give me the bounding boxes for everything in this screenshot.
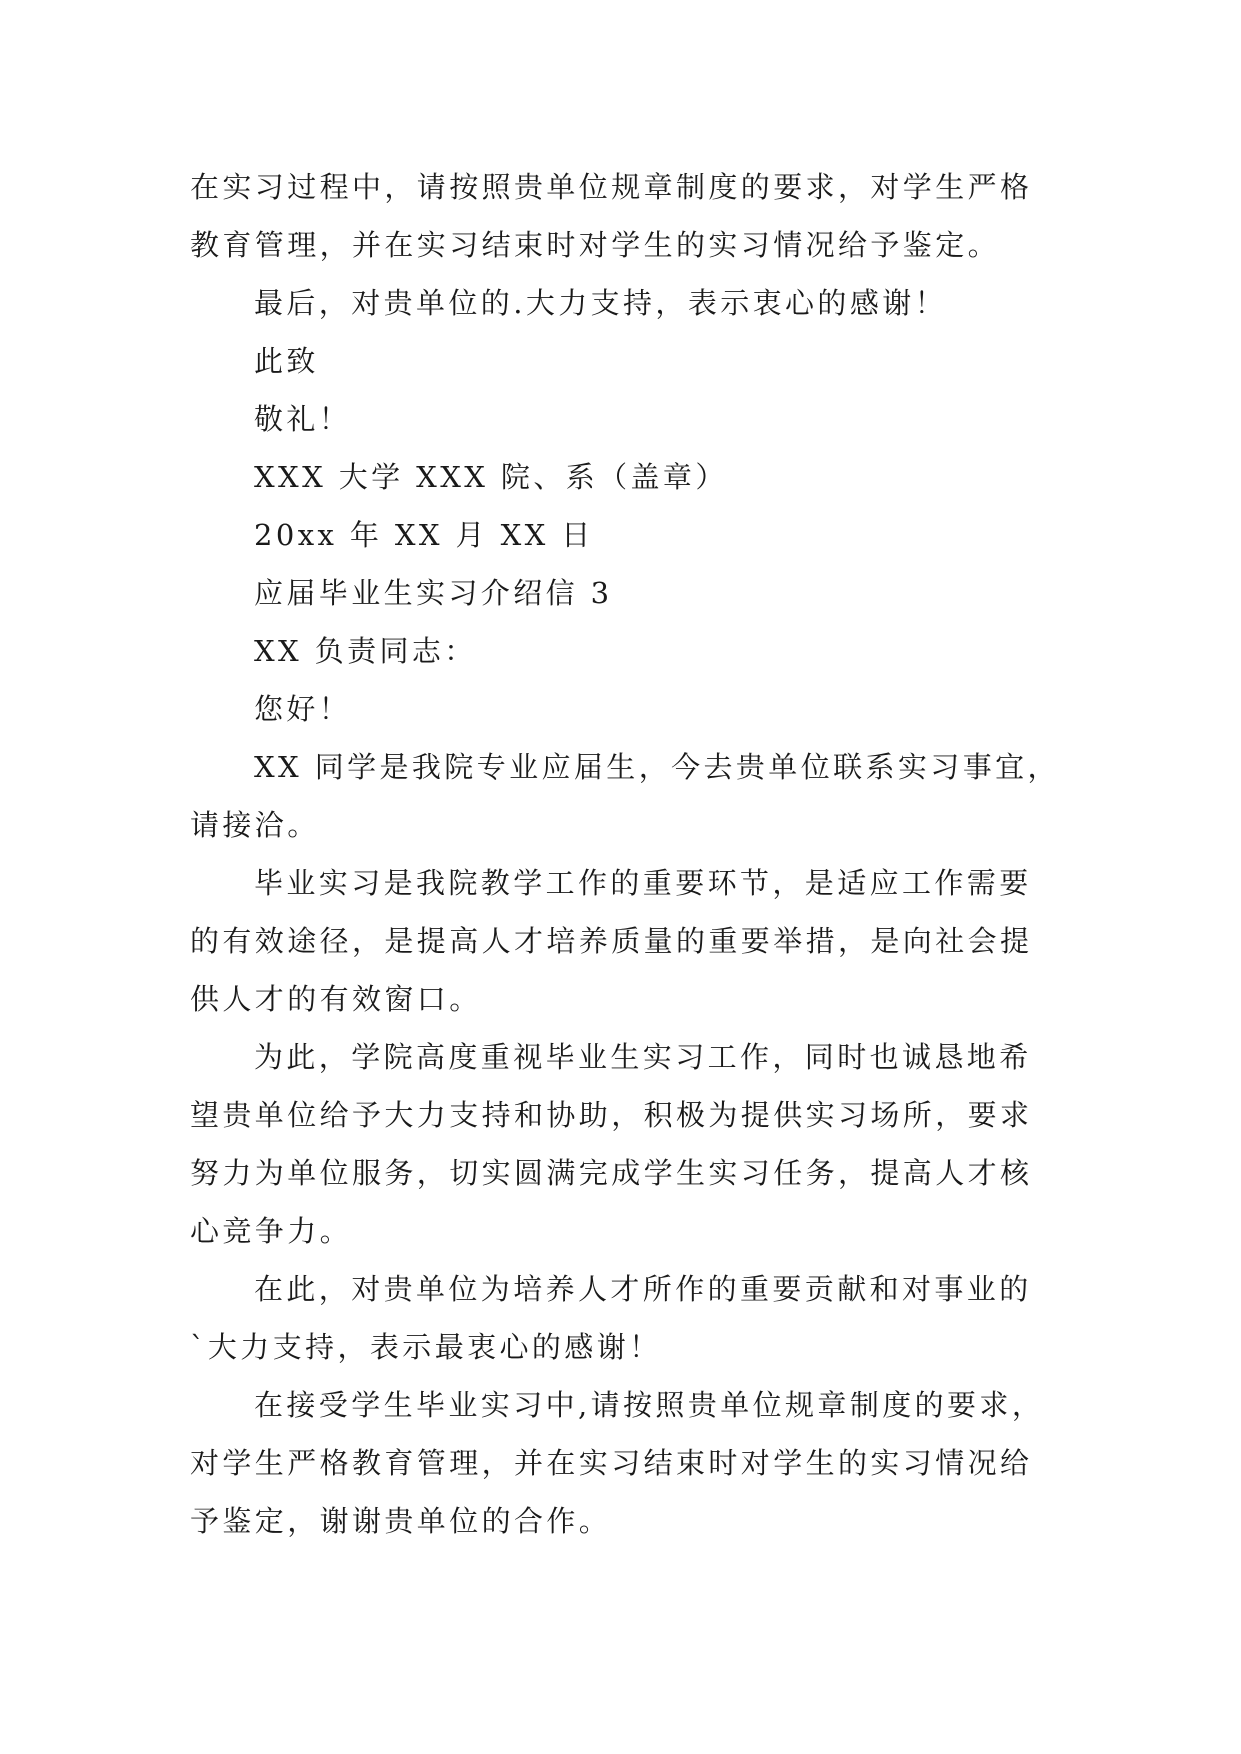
text-line: 予鉴定，谢谢贵单位的合作。	[190, 1504, 612, 1538]
text-line: 在实习过程中，请按照贵单位规章制度的要求，对学生严格	[190, 170, 1033, 204]
section-title: 应届毕业生实习介绍信 3	[254, 576, 613, 610]
text-line: 对学生严格教育管理，并在实习结束时对学生的实习情况给	[190, 1446, 1033, 1480]
text-line: 在此，对贵单位为培养人才所作的重要贡献和对事业的	[254, 1272, 1032, 1306]
text-line: 的有效途径，是提高人才培养质量的重要举措，是向社会提	[190, 924, 1033, 958]
text-line: 望贵单位给予大力支持和协助，积极为提供实习场所，要求	[190, 1098, 1033, 1132]
text-line: 努力为单位服务，切实圆满完成学生实习任务，提高人才核	[190, 1156, 1033, 1190]
date-line: 20xx 年 XX 月 XX 日	[254, 518, 594, 552]
text-line: 教育管理，并在实习结束时对学生的实习情况给予鉴定。	[190, 228, 1001, 262]
text-line: 毕业实习是我院教学工作的重要环节，是适应工作需要	[254, 866, 1032, 900]
text-line: 请接洽。	[190, 808, 320, 842]
greeting-line: 您好！	[254, 692, 352, 726]
text-line: XX 同学是我院专业应届生，今去贵单位联系实习事宜，	[254, 750, 1060, 784]
text-line: `大力支持，表示最衷心的感谢！	[190, 1330, 662, 1364]
signature-line: XXX 大学 XXX 院、系（盖章）	[254, 460, 728, 494]
salutation-regards: 敬礼！	[254, 402, 352, 436]
text-line: 供人才的有效窗口。	[190, 982, 482, 1016]
addressee-line: XX 负责同志：	[254, 634, 477, 668]
text-line: 最后，对贵单位的.大力支持，表示衷心的感谢！	[254, 286, 948, 320]
document-body	[190, 158, 1070, 1550]
text-line: 心竞争力。	[190, 1214, 353, 1248]
text-line: 在接受学生毕业实习中,请按照贵单位规章制度的要求，	[254, 1388, 1045, 1422]
salutation-closing: 此致	[254, 344, 319, 378]
text-line: 为此，学院高度重视毕业生实习工作，同时也诚恳地希	[254, 1040, 1032, 1074]
